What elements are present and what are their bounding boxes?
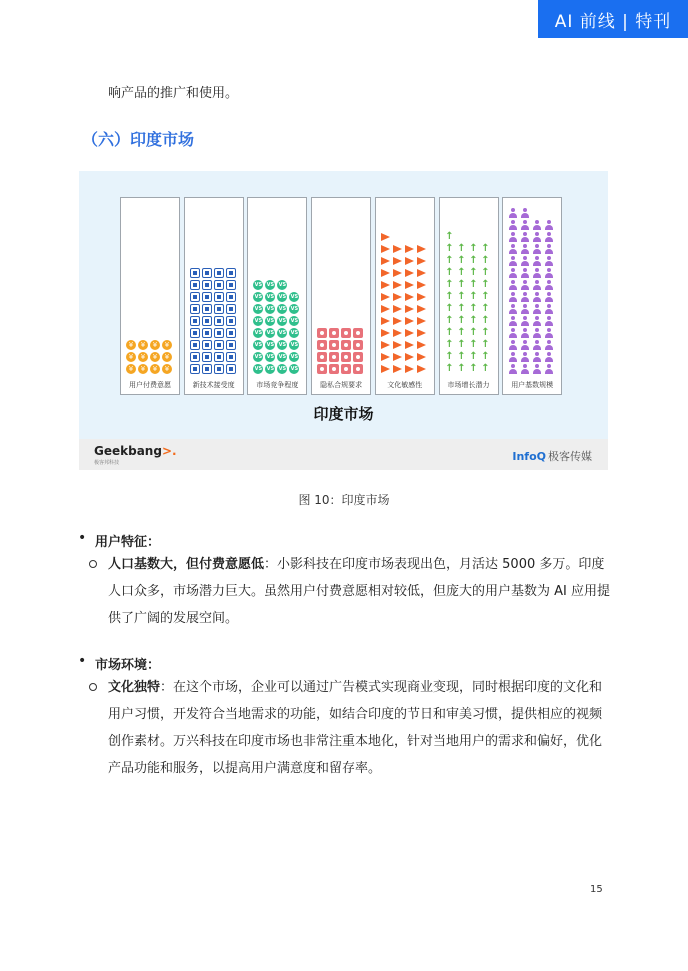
coin-icon: ¥ [126, 364, 136, 374]
user-icon [508, 352, 518, 362]
arrow-up-icon: ↑ [457, 279, 466, 290]
user-icon [508, 340, 518, 350]
chip-icon [214, 340, 224, 350]
flag-icon [417, 245, 426, 253]
chip-icon [190, 280, 200, 290]
vs-icon: VS [290, 306, 299, 312]
arrow-up-icon: ↑ [481, 327, 490, 338]
page-number: 15 [590, 884, 603, 895]
flag-icon [393, 305, 402, 313]
arrow-up-icon: ↑ [457, 255, 466, 266]
arrow-up-icon: ↑ [445, 303, 454, 314]
flag-icon [417, 269, 426, 277]
chip-icon [226, 340, 236, 350]
user-icon [532, 340, 542, 350]
flag-icon [381, 341, 390, 349]
flag-icon [381, 317, 390, 325]
chart-column [375, 197, 435, 395]
user-icon [544, 232, 554, 242]
chip-icon [214, 364, 224, 374]
flag-icon [405, 257, 414, 265]
geekbang-name: Geekbang [94, 444, 162, 458]
vs-icon: VS [278, 318, 287, 324]
flag-icon [393, 353, 402, 361]
chip-icon [214, 328, 224, 338]
chip-icon [226, 280, 236, 290]
chip-icon [202, 364, 212, 374]
arrow-up-icon: ↑ [469, 303, 478, 314]
chip-icon [226, 364, 236, 374]
user-features-item-text: ：小影科技在印度市场表现出色，月活达 5000 多万。印度人口众多，市场潜力巨大。虽然用户付费意愿相对较低，但庞大的用户基数为 AI 应用提供了广阔的发展空间。 [108, 557, 610, 626]
figure-footer [79, 439, 608, 470]
flag-icon [417, 293, 426, 301]
arrow-up-icon: ↑ [469, 267, 478, 278]
chip-icon [190, 292, 200, 302]
chip-icon [190, 304, 200, 314]
coin-icon: ¥ [150, 352, 160, 362]
arrow-up-icon: ↑ [481, 267, 490, 278]
category-label: 用户付费意愿 [129, 381, 171, 389]
flag-icon [381, 269, 390, 277]
icon-stack [126, 340, 174, 374]
flag-icon [417, 305, 426, 313]
chart-column [184, 197, 244, 395]
user-icon [532, 256, 542, 266]
user-icon [544, 292, 554, 302]
chip-icon [202, 304, 212, 314]
chart-column [120, 197, 180, 395]
arrow-up-icon: ↑ [445, 231, 454, 242]
user-icon [532, 220, 542, 230]
vs-icon: VS [278, 282, 287, 288]
vs-icon: VS [254, 366, 263, 372]
user-icon [508, 328, 518, 338]
arrow-up-icon: ↑ [469, 327, 478, 338]
vs-icon: VS [254, 330, 263, 336]
flag-icon [405, 269, 414, 277]
header-badge: AI 前线 | 特刊 [538, 0, 688, 38]
arrow-up-icon: ↑ [457, 315, 466, 326]
vs-icon: VS [254, 294, 263, 300]
coin-icon: ¥ [162, 352, 172, 362]
vs-icon: VS [254, 318, 263, 324]
user-icon [532, 268, 542, 278]
market-env-heading: 市场环境： [95, 658, 161, 673]
coin-icon: ¥ [126, 340, 136, 350]
flag-icon [381, 245, 390, 253]
user-icon [544, 304, 554, 314]
category-label: 隐私合规要求 [320, 381, 363, 389]
sub-bullet-circle [89, 560, 97, 568]
user-icon [520, 328, 530, 338]
arrow-up-icon: ↑ [445, 267, 454, 278]
flag-icon [417, 317, 426, 325]
arrow-up-icon: ↑ [445, 315, 454, 326]
arrow-up-icon: ↑ [481, 291, 490, 302]
lock-icon [353, 352, 363, 362]
vs-icon: VS [266, 282, 275, 288]
user-icon [520, 352, 530, 362]
chart-column [247, 197, 307, 395]
chip-icon [226, 328, 236, 338]
chip-icon [226, 316, 236, 326]
coin-icon: ¥ [150, 340, 160, 350]
chip-icon [202, 316, 212, 326]
user-icon [508, 232, 518, 242]
user-icon [544, 352, 554, 362]
chart-title: 印度市场 [313, 405, 374, 423]
arrow-up-icon: ↑ [445, 243, 454, 254]
user-icon [544, 316, 554, 326]
vs-icon: VS [266, 306, 275, 312]
chip-icon [190, 364, 200, 374]
vs-icon: VS [290, 342, 299, 348]
flag-icon [417, 353, 426, 361]
category-label: 文化敏感性 [387, 381, 423, 389]
vs-icon: VS [266, 342, 275, 348]
user-icon [520, 292, 530, 302]
lock-icon [341, 340, 351, 350]
user-icon [508, 304, 518, 314]
flag-icon [393, 365, 402, 373]
lock-icon [329, 340, 339, 350]
user-icon [532, 280, 542, 290]
user-icon [544, 364, 554, 374]
lock-icon [317, 328, 327, 338]
flag-icon [405, 305, 414, 313]
user-icon [508, 208, 518, 218]
arrow-up-icon: ↑ [445, 339, 454, 350]
arrow-up-icon: ↑ [481, 255, 490, 266]
flag-icon [417, 341, 426, 349]
user-features-heading: 用户特征： [95, 535, 161, 550]
flag-icon [405, 341, 414, 349]
user-icon [532, 364, 542, 374]
chart-column [439, 197, 499, 395]
vs-icon: VS [290, 354, 299, 360]
flag-icon [417, 329, 426, 337]
chip-icon [214, 280, 224, 290]
user-icon [532, 244, 542, 254]
icon-stack [381, 232, 429, 374]
coin-icon: ¥ [162, 340, 172, 350]
user-icon [508, 268, 518, 278]
arrow-up-icon: ↑ [469, 315, 478, 326]
coin-icon: ¥ [126, 352, 136, 362]
lock-icon [341, 328, 351, 338]
icon-stack [190, 268, 238, 374]
chip-icon [226, 352, 236, 362]
icon-stack [508, 208, 556, 374]
user-icon [520, 208, 530, 218]
chip-icon [214, 304, 224, 314]
arrow-up-icon: ↑ [445, 279, 454, 290]
chip-icon [214, 316, 224, 326]
lock-icon [317, 364, 327, 374]
vs-icon: VS [278, 342, 287, 348]
user-icon [544, 340, 554, 350]
arrow-up-icon: ↑ [445, 351, 454, 362]
flag-icon [381, 329, 390, 337]
flag-icon [393, 293, 402, 301]
user-icon [508, 364, 518, 374]
flag-icon [381, 281, 390, 289]
chart-column [311, 197, 371, 395]
coin-icon: ¥ [138, 364, 148, 374]
lock-icon [329, 328, 339, 338]
market-env-text [108, 674, 613, 782]
user-icon [508, 256, 518, 266]
lock-icon [317, 340, 327, 350]
arrow-up-icon: ↑ [469, 255, 478, 266]
category-label: 市场增长潜力 [447, 381, 490, 389]
india-market-figure [79, 171, 608, 470]
flag-icon [405, 281, 414, 289]
coin-icon: ¥ [138, 352, 148, 362]
arrow-up-icon: ↑ [481, 351, 490, 362]
vs-icon: VS [266, 366, 275, 372]
category-label: 新技术接受度 [192, 381, 235, 389]
geekbang-mark: >. [161, 444, 177, 458]
icon-stack [253, 280, 301, 374]
arrow-up-icon: ↑ [445, 291, 454, 302]
lock-icon [329, 364, 339, 374]
user-icon [508, 244, 518, 254]
chip-icon [214, 292, 224, 302]
infoq-brand: InfoQ [512, 450, 546, 463]
arrow-up-icon: ↑ [445, 255, 454, 266]
lead-line: 响产品的推广和使用。 [108, 86, 239, 101]
flag-icon [405, 329, 414, 337]
user-icon [544, 220, 554, 230]
vs-icon: VS [278, 330, 287, 336]
lock-icon [353, 328, 363, 338]
user-icon [520, 316, 530, 326]
flag-icon [393, 257, 402, 265]
arrow-up-icon: ↑ [457, 267, 466, 278]
arrow-up-icon: ↑ [445, 327, 454, 338]
user-icon [520, 304, 530, 314]
vs-icon: VS [278, 306, 287, 312]
bullet-dot: • [78, 653, 87, 669]
arrow-up-icon: ↑ [469, 351, 478, 362]
infoq-logo [512, 448, 592, 464]
market-env-item-title: 文化独特 [108, 680, 161, 695]
arrow-up-icon: ↑ [445, 363, 454, 374]
flag-icon [381, 257, 390, 265]
chip-icon [190, 340, 200, 350]
user-icon [532, 292, 542, 302]
user-icon [520, 256, 530, 266]
arrow-up-icon: ↑ [457, 303, 466, 314]
flag-icon [393, 281, 402, 289]
flag-icon [393, 341, 402, 349]
arrow-up-icon: ↑ [481, 363, 490, 374]
vs-icon: VS [290, 318, 299, 324]
coin-icon: ¥ [150, 364, 160, 374]
user-icon [544, 244, 554, 254]
user-icon [520, 268, 530, 278]
flag-icon [393, 329, 402, 337]
vs-icon: VS [266, 354, 275, 360]
chip-icon [226, 292, 236, 302]
arrow-up-icon: ↑ [457, 363, 466, 374]
section-title: （六）印度市场 [82, 130, 195, 149]
flag-icon [405, 317, 414, 325]
flag-icon [381, 353, 390, 361]
lock-icon [317, 352, 327, 362]
user-icon [520, 280, 530, 290]
chip-icon [202, 292, 212, 302]
flag-icon [381, 293, 390, 301]
arrow-up-icon: ↑ [481, 243, 490, 254]
arrow-up-icon: ↑ [457, 327, 466, 338]
user-icon [520, 244, 530, 254]
flag-icon [381, 365, 390, 373]
user-icon [532, 232, 542, 242]
flag-icon [393, 269, 402, 277]
user-icon [532, 304, 542, 314]
arrow-up-icon: ↑ [481, 303, 490, 314]
arrow-up-icon: ↑ [457, 351, 466, 362]
arrow-up-icon: ↑ [469, 291, 478, 302]
arrow-up-icon: ↑ [457, 291, 466, 302]
user-icon [532, 352, 542, 362]
user-icon [508, 292, 518, 302]
chart-column [502, 197, 562, 395]
flag-icon [393, 245, 402, 253]
coin-icon: ¥ [162, 364, 172, 374]
chip-icon [214, 352, 224, 362]
lock-icon [353, 340, 363, 350]
vs-icon: VS [266, 318, 275, 324]
user-icon [544, 268, 554, 278]
chip-icon [214, 268, 224, 278]
user-icon [520, 340, 530, 350]
lock-icon [329, 352, 339, 362]
arrow-up-icon: ↑ [481, 339, 490, 350]
chip-icon [226, 304, 236, 314]
user-icon [532, 328, 542, 338]
user-features-item-title: 人口基数大，但付费意愿低 [108, 557, 265, 572]
lock-icon [341, 352, 351, 362]
vs-icon: VS [290, 330, 299, 336]
arrow-up-icon: ↑ [469, 243, 478, 254]
chip-icon [190, 316, 200, 326]
flag-icon [405, 245, 414, 253]
arrow-up-icon: ↑ [481, 315, 490, 326]
vs-icon: VS [254, 354, 263, 360]
chip-icon [202, 340, 212, 350]
vs-icon: VS [254, 342, 263, 348]
user-icon [532, 316, 542, 326]
flag-icon [405, 365, 414, 373]
arrow-up-icon: ↑ [457, 243, 466, 254]
category-label: 用户基数规模 [511, 381, 554, 389]
vs-icon: VS [266, 330, 275, 336]
icon-stack [317, 328, 365, 374]
vs-icon: VS [290, 366, 299, 372]
user-icon [520, 364, 530, 374]
user-icon [544, 280, 554, 290]
chip-icon [202, 352, 212, 362]
arrow-up-icon: ↑ [457, 339, 466, 350]
flag-icon [417, 365, 426, 373]
chip-icon [202, 328, 212, 338]
user-features-text [108, 551, 613, 632]
arrow-up-icon: ↑ [469, 339, 478, 350]
geekbang-logo [94, 444, 177, 466]
chip-icon [202, 268, 212, 278]
infoq-text: 极客传媒 [548, 450, 592, 463]
chip-icon [190, 328, 200, 338]
flag-icon [417, 257, 426, 265]
user-icon [544, 256, 554, 266]
arrow-up-icon: ↑ [469, 363, 478, 374]
chip-icon [190, 352, 200, 362]
arrow-up-icon: ↑ [481, 279, 490, 290]
flag-icon [417, 281, 426, 289]
vs-icon: VS [278, 294, 287, 300]
user-icon [544, 328, 554, 338]
flag-icon [405, 293, 414, 301]
user-icon [508, 316, 518, 326]
vs-icon: VS [278, 366, 287, 372]
market-env-item-text: ：在这个市场，企业可以通过广告模式实现商业变现，同时根据印度的文化和用户习惯，开发符合当地需求的功能，如结合印度的节日和审美习惯，提供相应的视频创作素材。万兴科技在印度市场也非常注重本地化，针对当地用户的需求和偏好，优化产品功能和服务，以提高用户满意度和留存率。 [108, 680, 603, 776]
vs-icon: VS [254, 306, 263, 312]
icon-stack [445, 232, 493, 374]
category-label: 市场竞争程度 [256, 381, 299, 389]
user-icon [520, 232, 530, 242]
user-icon [508, 220, 518, 230]
user-icon [508, 280, 518, 290]
figure-caption: 图 10：印度市场 [298, 493, 390, 507]
lock-icon [353, 364, 363, 374]
flag-icon [393, 317, 402, 325]
user-icon [520, 220, 530, 230]
vs-icon: VS [254, 282, 263, 288]
vs-icon: VS [278, 354, 287, 360]
chip-icon [202, 280, 212, 290]
flag-icon [381, 305, 390, 313]
chip-icon [226, 268, 236, 278]
sub-bullet-circle [89, 683, 97, 691]
coin-icon: ¥ [138, 340, 148, 350]
arrow-up-icon: ↑ [469, 279, 478, 290]
vs-icon: VS [266, 294, 275, 300]
flag-icon [381, 233, 390, 241]
geekbang-sub: 极客邦科技 [94, 460, 120, 466]
vs-icon: VS [290, 294, 299, 300]
chip-icon [190, 268, 200, 278]
flag-icon [405, 353, 414, 361]
bullet-dot: • [78, 530, 87, 546]
lock-icon [341, 364, 351, 374]
